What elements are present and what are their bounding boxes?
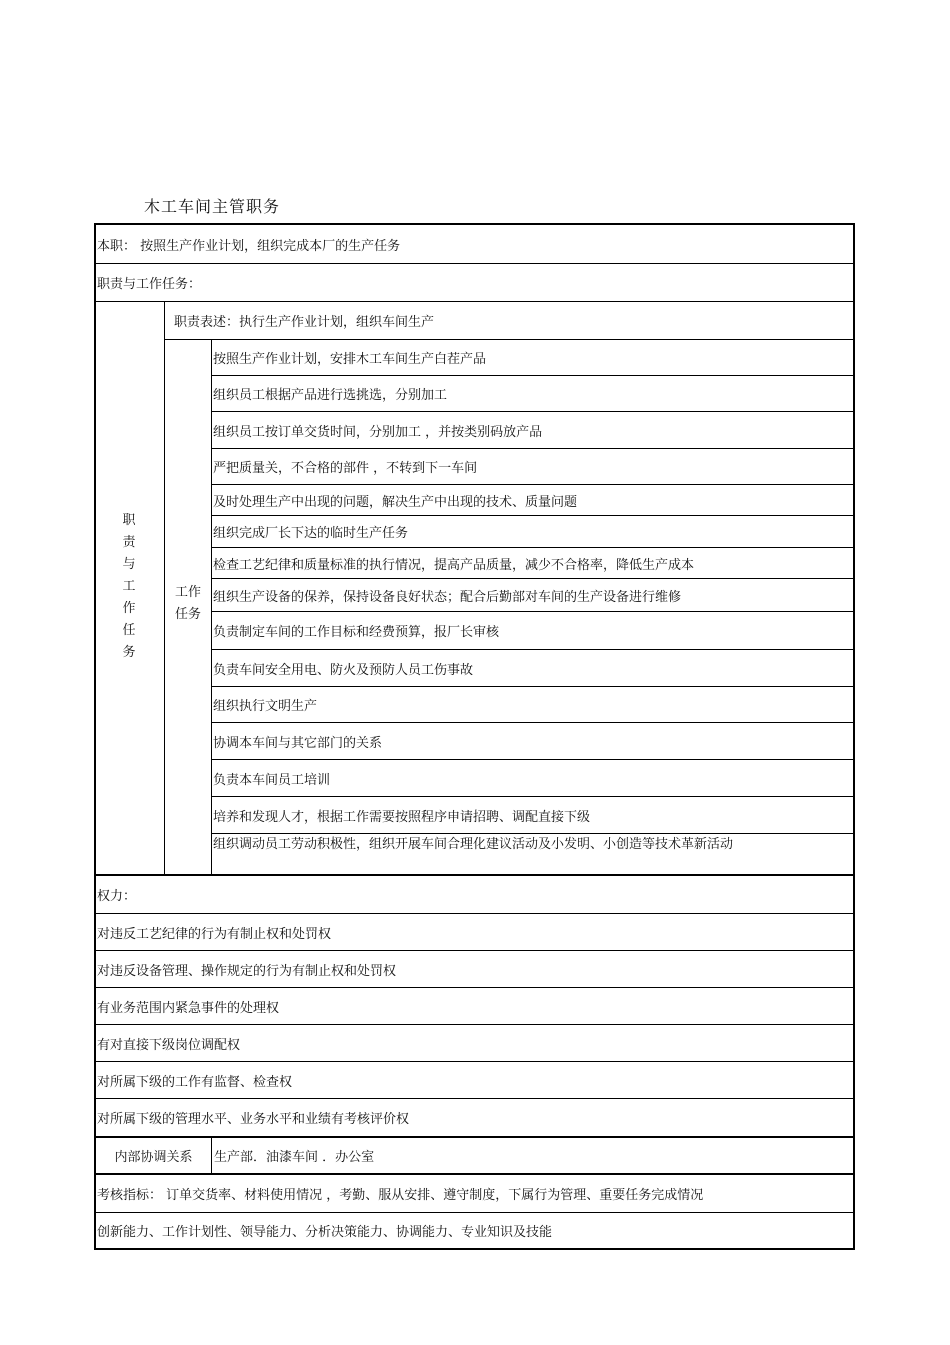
task-item: 组织员工根据产品进行选挑选，分别加工 xyxy=(212,375,853,411)
task-item: 组织执行文明生产 xyxy=(212,686,853,722)
relations-value-cell xyxy=(213,1138,853,1173)
task-item: 组织完成厂长下达的临时生产任务 xyxy=(212,515,853,547)
task-item: 协调本车间与其它部门的关系 xyxy=(212,722,853,759)
task-item: 培养和发现人才，根据工作需要按照程序申请招聘、调配直接下级 xyxy=(212,796,853,833)
task-item: 检查工艺纪律和质量标准的执行情况，提高产品质量，减少不合格率，降低生产成本 xyxy=(212,547,853,578)
relations-label: 内部协调关系 xyxy=(114,1150,193,1165)
tasks-label: 工作 任务 xyxy=(174,585,201,622)
duty-summary: 职责表述：执行生产作业计划，组织车间生产 xyxy=(174,315,435,330)
side-label: 职 责 与 工 作 任 务 xyxy=(122,513,136,660)
authority-table xyxy=(94,874,855,1138)
assessment-row xyxy=(96,1175,853,1212)
relations-label-cell xyxy=(96,1138,212,1173)
task-item: 严把质量关，不合格的部件 ，不转到下一车间 xyxy=(212,448,853,484)
main-duty-row xyxy=(96,225,853,263)
task-item: 组织员工按订单交货时间，分别加工 ，并按类别码放产品 xyxy=(212,411,853,448)
authority-item: 对所属下级的工作有监督、检查权 xyxy=(96,1061,853,1098)
document-title: 木工车间主管职务 xyxy=(144,197,281,216)
responsibility-header: 职责与工作任务： xyxy=(97,277,202,292)
abilities-row xyxy=(96,1212,853,1248)
responsibility-section xyxy=(96,301,853,874)
task-item: 负责车间安全用电、防火及预防人员工伤事故 xyxy=(212,649,853,686)
task-item: 按照生产作业计划，安排木工车间生产白茬产品 xyxy=(213,352,487,367)
duty-summary-row xyxy=(165,302,853,339)
authority-item: 对所属下级的管理水平、业务水平和业绩有考核评价权 xyxy=(96,1098,853,1136)
authority-header-row xyxy=(96,876,853,913)
task-item: 负责制定车间的工作目标和经费预算，报厂长审核 xyxy=(212,611,853,649)
authority-item: 有业务范围内紧急事件的处理权 xyxy=(96,987,853,1024)
main-duty-text: 本职： 按照生产作业计划，组织完成本厂的生产任务 xyxy=(97,238,401,254)
authority-item: 对违反设备管理、操作规定的行为有制止权和处罚权 xyxy=(96,950,853,987)
authority-item: 对违反工艺纪律的行为有制止权和处罚权 xyxy=(96,913,853,950)
duty-table xyxy=(94,223,855,876)
assessment-table xyxy=(94,1173,855,1250)
relations-value: 生产部．油漆车间 ．办公室 xyxy=(214,1150,375,1165)
tasks-area xyxy=(165,339,853,874)
task-item: 负责本车间员工培训 xyxy=(212,759,853,796)
task-item: 组织生产设备的保养，保持设备良好状态；配合后勤部对车间的生产设备进行维修 xyxy=(212,578,853,611)
responsibility-header-row xyxy=(96,263,853,301)
authority-item: 有对直接下级岗位调配权 xyxy=(96,1024,853,1061)
authority-header: 权力： xyxy=(97,889,137,904)
abilities-text: 创新能力、工作计划性、领导能力、分析决策能力、协调能力、专业知识及技能 xyxy=(97,1225,553,1240)
task-item: 及时处理生产中出现的问题，解决生产中出现的技术、质量问题 xyxy=(212,484,853,515)
relations-table xyxy=(94,1136,855,1175)
assessment-text: 考核指标： 订单交货率、材料使用情况 ，考勤、服从安排、遵守制度，下属行为管理、重要任务完成情况 xyxy=(97,1188,704,1203)
task-item: 组织调动员工劳动积极性，组织开展车间合理化建议活动及小发明、小创造等技术革新活动 xyxy=(212,833,853,874)
